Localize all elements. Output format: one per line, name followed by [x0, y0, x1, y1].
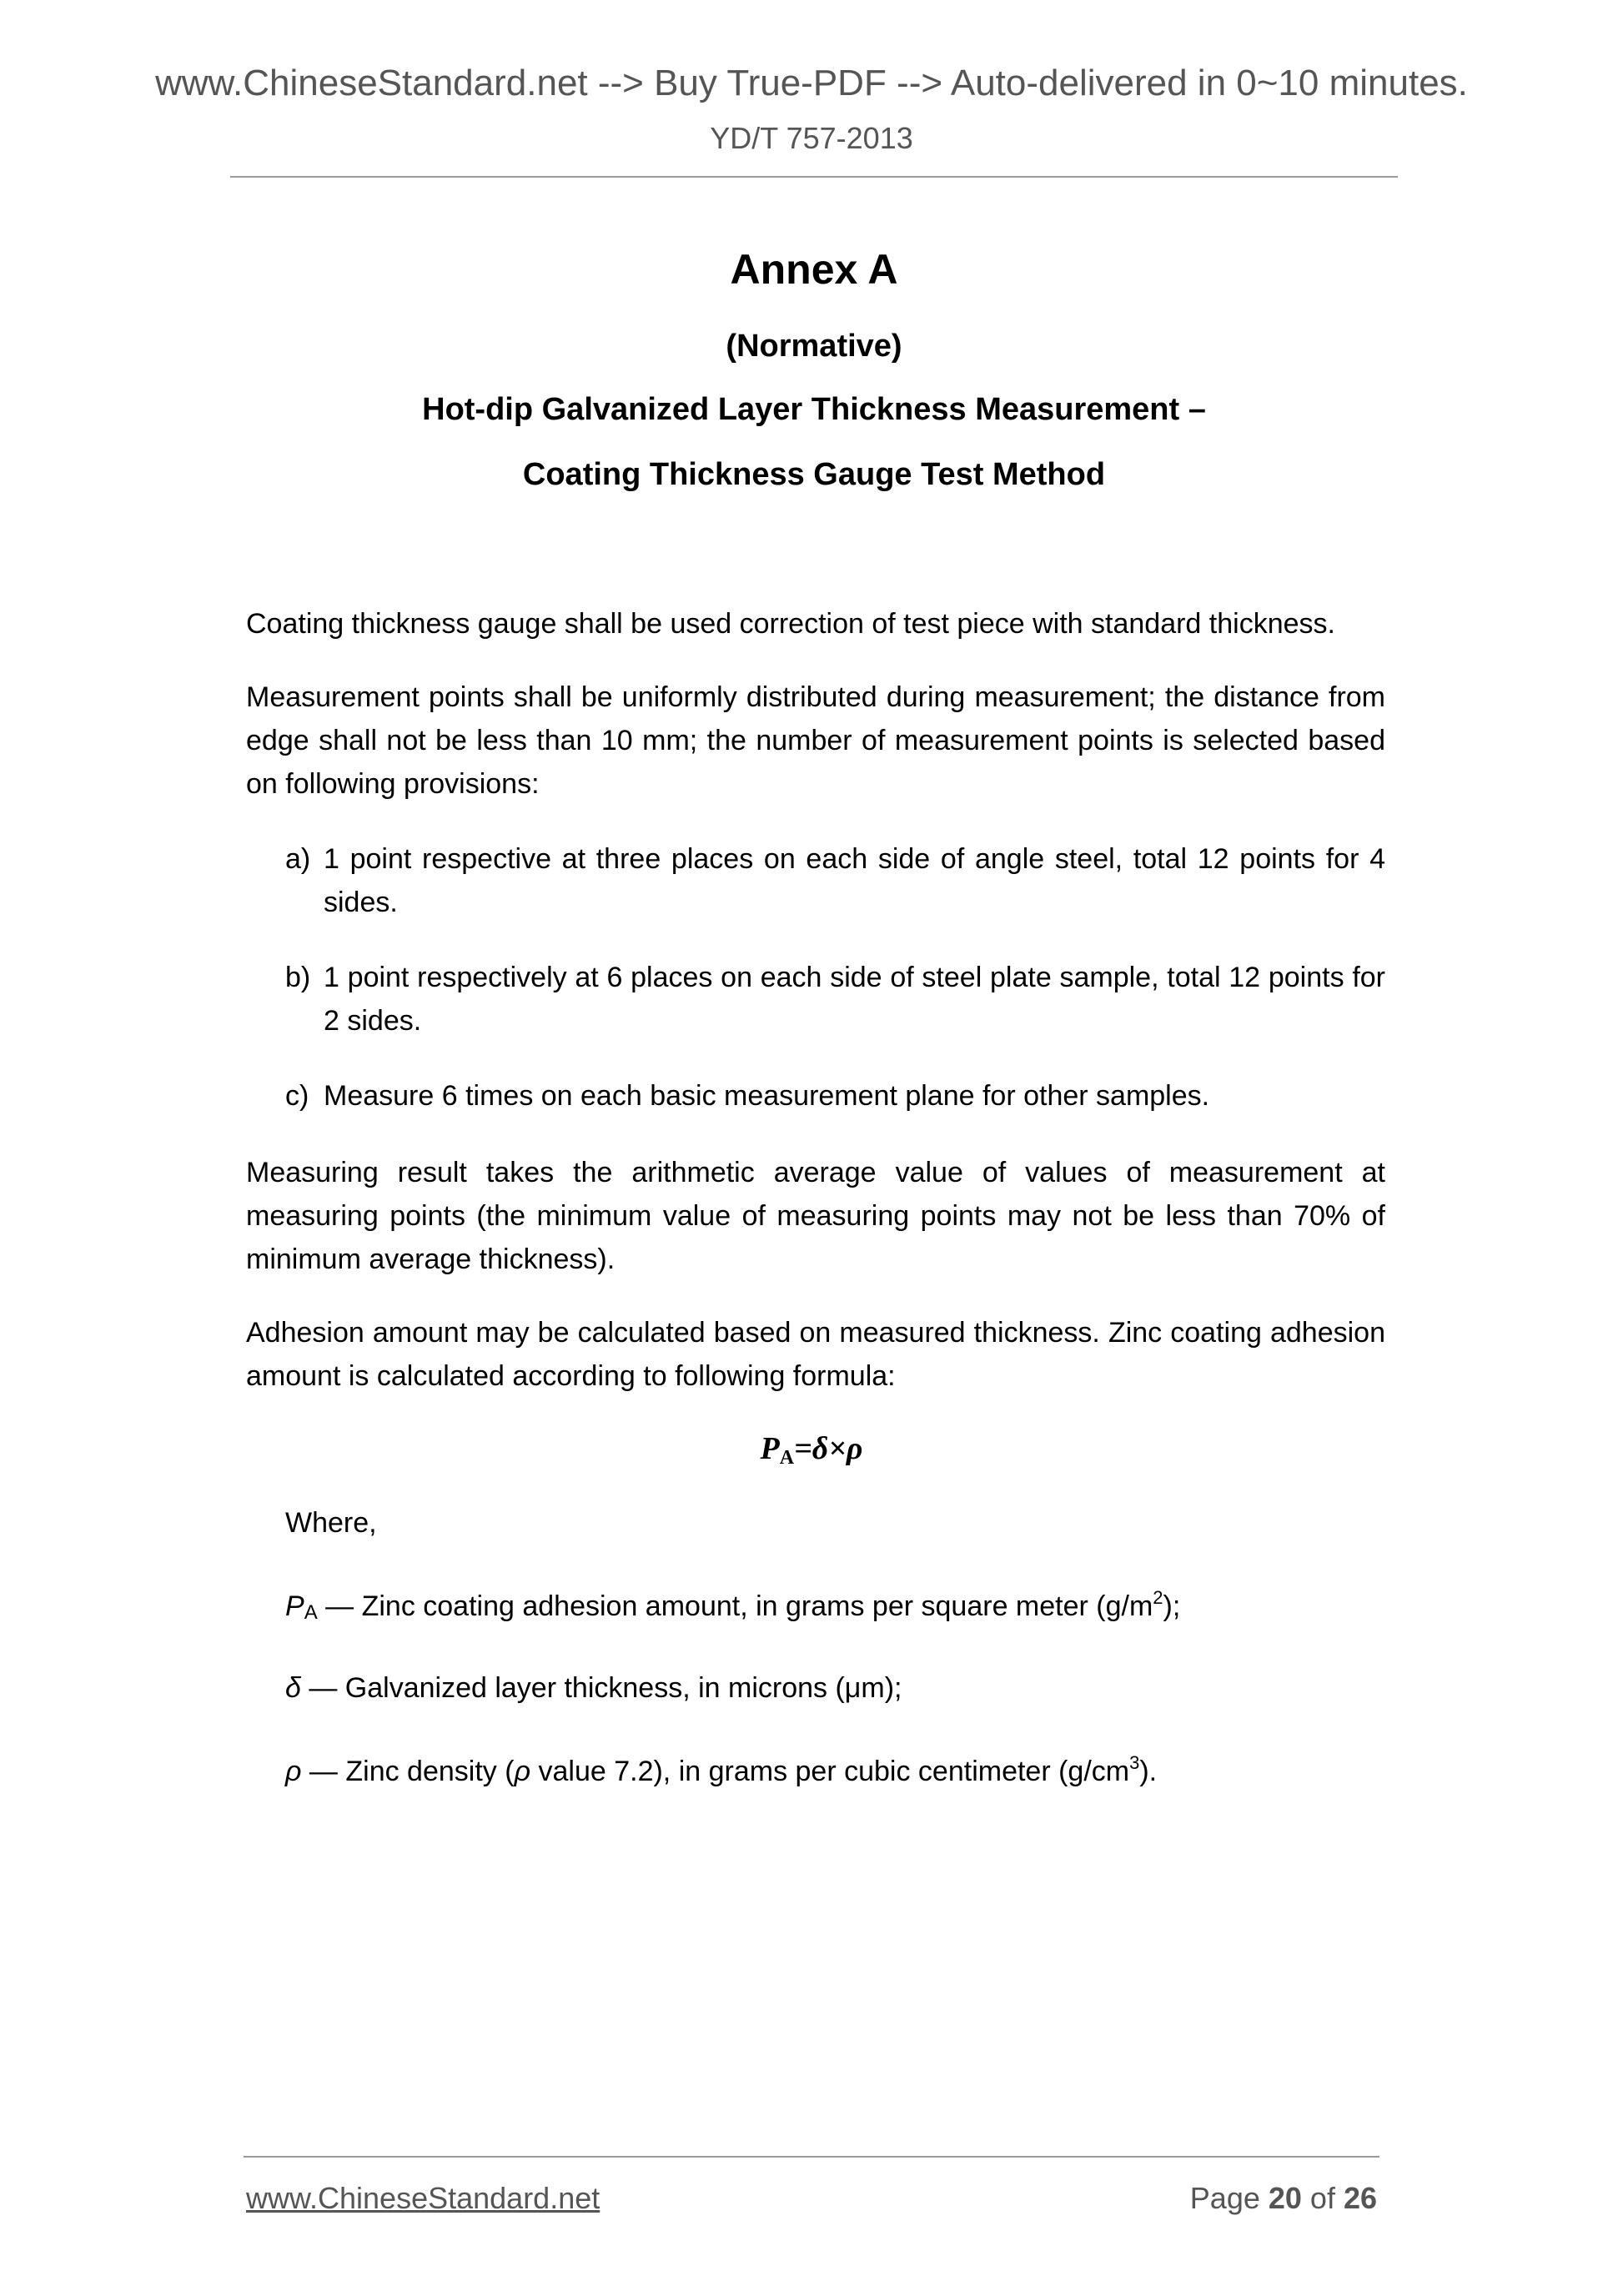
symbol: P [285, 1590, 304, 1622]
list-item-text: Measure 6 times on each basic measurement plane for other samples. [324, 1080, 1210, 1112]
page-prefix: Page [1189, 2181, 1269, 2215]
paragraph-calibration: Coating thickness gauge shall be used correction of test piece with standard thickness. [246, 608, 1335, 640]
definition-text: — Zinc coating adhesion amount, in grams per square meter (g/m [317, 1590, 1153, 1622]
definition-text-2: value 7.2), in grams per cubic centimeter (g/cm [530, 1756, 1130, 1787]
formula-lhs-subscript: A [779, 1447, 795, 1469]
list-marker: b) [285, 962, 311, 993]
formula-rhs: =δ×ρ [794, 1431, 863, 1466]
annex-subtitle-line-1: Hot-dip Galvanized Layer Thickness Measurement – [422, 392, 1206, 427]
symbol: δ [285, 1672, 301, 1704]
list-item-text: 1 point respectively at 6 places on each side of steel plate sample, total 12 points for 2 sides. [324, 962, 1385, 1037]
formula-lhs: P [760, 1431, 780, 1466]
list-marker: c) [285, 1080, 309, 1112]
list-item [285, 1074, 1385, 1118]
definition-tail: ); [1163, 1590, 1181, 1622]
paragraph-measurement-points: Measurement points shall be uniformly distributed during measurement; the distance from edge shall not be less than 10 mm; the number of measurement points is selected based on following provisions: [246, 681, 1385, 800]
page-current: 20 [1268, 2181, 1302, 2215]
list-marker: a) [285, 843, 311, 875]
list-item [285, 956, 1385, 1042]
footer-website-link[interactable]: www.ChineseStandard.net [246, 2181, 600, 2215]
where-definitions [285, 1501, 1385, 1825]
page-total: 26 [1343, 2181, 1377, 2215]
unit-superscript: 2 [1153, 1587, 1163, 1608]
definition-tail: ). [1139, 1756, 1158, 1787]
document-code: YD/T 757-2013 [710, 121, 913, 155]
provision-list [285, 837, 1385, 1149]
annex-title: Annex A [730, 246, 898, 293]
paragraph-measuring-result: Measuring result takes the arithmetic average value of values of measurement at measuring points (the minimum value of measuring points may not be less than 70% of minimum average thickness). [246, 1157, 1385, 1275]
where-label: Where, [285, 1507, 377, 1539]
paragraph-adhesion-amount: Adhesion amount may be calculated based on measured thickness. Zinc coating adhesion amount is calculated according to following formula: [246, 1317, 1385, 1392]
header-divider [230, 176, 1398, 178]
definition-pa [285, 1576, 1385, 1635]
annex-subtitle-line-2: Coating Thickness Gauge Test Method [522, 457, 1106, 492]
definition-delta [285, 1666, 1385, 1710]
definition-text: — Zinc density ( [301, 1756, 515, 1787]
adhesion-formula [0, 1433, 1623, 1468]
annex-type: (Normative) [726, 329, 902, 364]
definition-text: — Galvanized layer thickness, in microns (μm); [300, 1672, 902, 1704]
list-item-text: 1 point respective at three places on each side of angle steel, total 12 points for 4 sides. [324, 843, 1385, 918]
page-number [1190, 2183, 1377, 2213]
unit-superscript: 3 [1129, 1752, 1140, 1773]
page-separator: of [1301, 2181, 1344, 2215]
definition-rho [285, 1741, 1385, 1793]
footer-divider [244, 2156, 1379, 2158]
symbol-subscript: A [304, 1601, 318, 1624]
symbol: ρ [285, 1756, 302, 1787]
list-item [285, 837, 1385, 924]
header-banner: www.ChineseStandard.net --> Buy True-PDF --> Auto-delivered in 0~10 minutes. [155, 63, 1468, 103]
symbol-inline: ρ [514, 1756, 531, 1787]
